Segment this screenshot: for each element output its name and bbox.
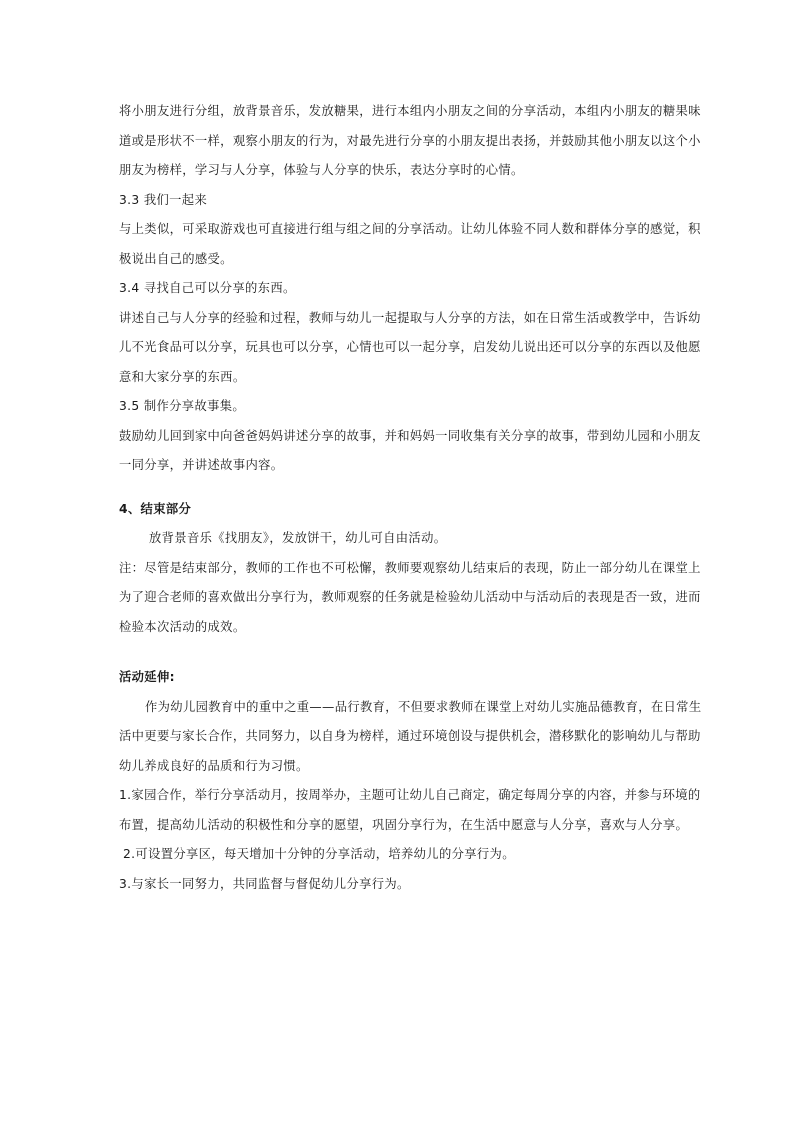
list-item: 2.可设置分享区，每天增加十分钟的分享活动，培养幼儿的分享行为。	[123, 847, 515, 861]
paragraph-line: 与上类似，可采取游戏也可直接进行组与组之间的分享活动。让幼儿体验不同人数和群体分享的感觉，积	[119, 222, 701, 236]
paragraph-line: 道或是形状不一样，观察小朋友的行为，对最先进行分享的小朋友提出表扬，并鼓励其他小朋友以这个小	[119, 133, 701, 148]
paragraph-line: 意和大家分享的东西。	[119, 369, 246, 384]
paragraph-line: 活中更要与家长合作，共同努力，以自身为榜样，通过环境创设与提供机会，潜移默化的影响幼儿与帮助	[119, 729, 701, 743]
section-heading-extension: 活动延伸:	[119, 670, 175, 684]
note-line: 注：尽管是结束部分，教师的工作也不可松懈，教师要观察幼儿结束后的表现，防止一部分幼儿在课堂上	[119, 560, 701, 575]
section-heading-3-5: 3.5 制作分享故事集。	[119, 399, 246, 413]
section-heading-4: 4、结束部分	[119, 501, 192, 516]
paragraph-line: 朋友为榜样，学习与人分享，体验与人分享的快乐，表达分享时的心情。	[119, 163, 524, 177]
list-item-continuation: 布置，提高幼儿活动的积极性和分享的愿望，巩固分享行为，在生活中愿意与人分享，喜欢与人分享。	[119, 817, 689, 832]
section-heading-3-3: 3.3 我们一起来	[119, 192, 208, 207]
list-item: 1.家园合作，举行分享活动月，按周举办，主题可让幼儿自己商定，确定每周分享的内容，并参与环境的	[119, 788, 701, 802]
list-item: 3.与家长一同努力，共同监督与督促幼儿分享行为。	[119, 876, 410, 891]
note-line: 检验本次活动的成效。	[119, 619, 246, 634]
spacer	[119, 642, 679, 663]
paragraph-line: 作为幼儿园教育中的重中之重——品行教育，不但要求教师在课堂上对幼儿实施品德教育，在日常生	[145, 699, 702, 714]
paragraph-line: 鼓励幼儿回到家中向爸爸妈妈讲述分享的故事，并和妈妈一同收集有关分享的故事，带到幼儿园和小朋友	[119, 428, 701, 443]
document-body	[119, 97, 702, 899]
paragraph-line: 儿不光食品可以分享，玩具也可以分享，心情也可以一起分享，启发幼儿说出还可以分享的东西以及他愿	[119, 340, 701, 354]
paragraph-line: 讲述自己与人分享的经验和过程，教师与幼儿一起提取与人分享的方法，如在日常生活或教学中，告诉幼	[119, 310, 701, 325]
paragraph-line: 极说出自己的感受。	[119, 251, 233, 266]
paragraph-line: 放背景音乐《找朋友》，发放饼干，幼儿可自由活动。	[149, 531, 447, 545]
spacer	[119, 481, 679, 495]
paragraph-line: 将小朋友进行分组，放背景音乐，发放糖果，进行本组内小朋友之间的分享活动，本组内小朋友的糖果味	[119, 104, 701, 118]
section-heading-3-4: 3.4 寻找自己可以分享的东西。	[119, 281, 296, 295]
paragraph-line: 一同分享，并讲述故事内容。	[119, 458, 284, 472]
paragraph-line: 幼儿养成良好的品质和行为习惯。	[119, 758, 309, 773]
note-line: 为了迎合老师的喜欢做出分享行为，教师观察的任务就是检验幼儿活动中与活动后的表现是否一致，进而	[119, 590, 701, 604]
